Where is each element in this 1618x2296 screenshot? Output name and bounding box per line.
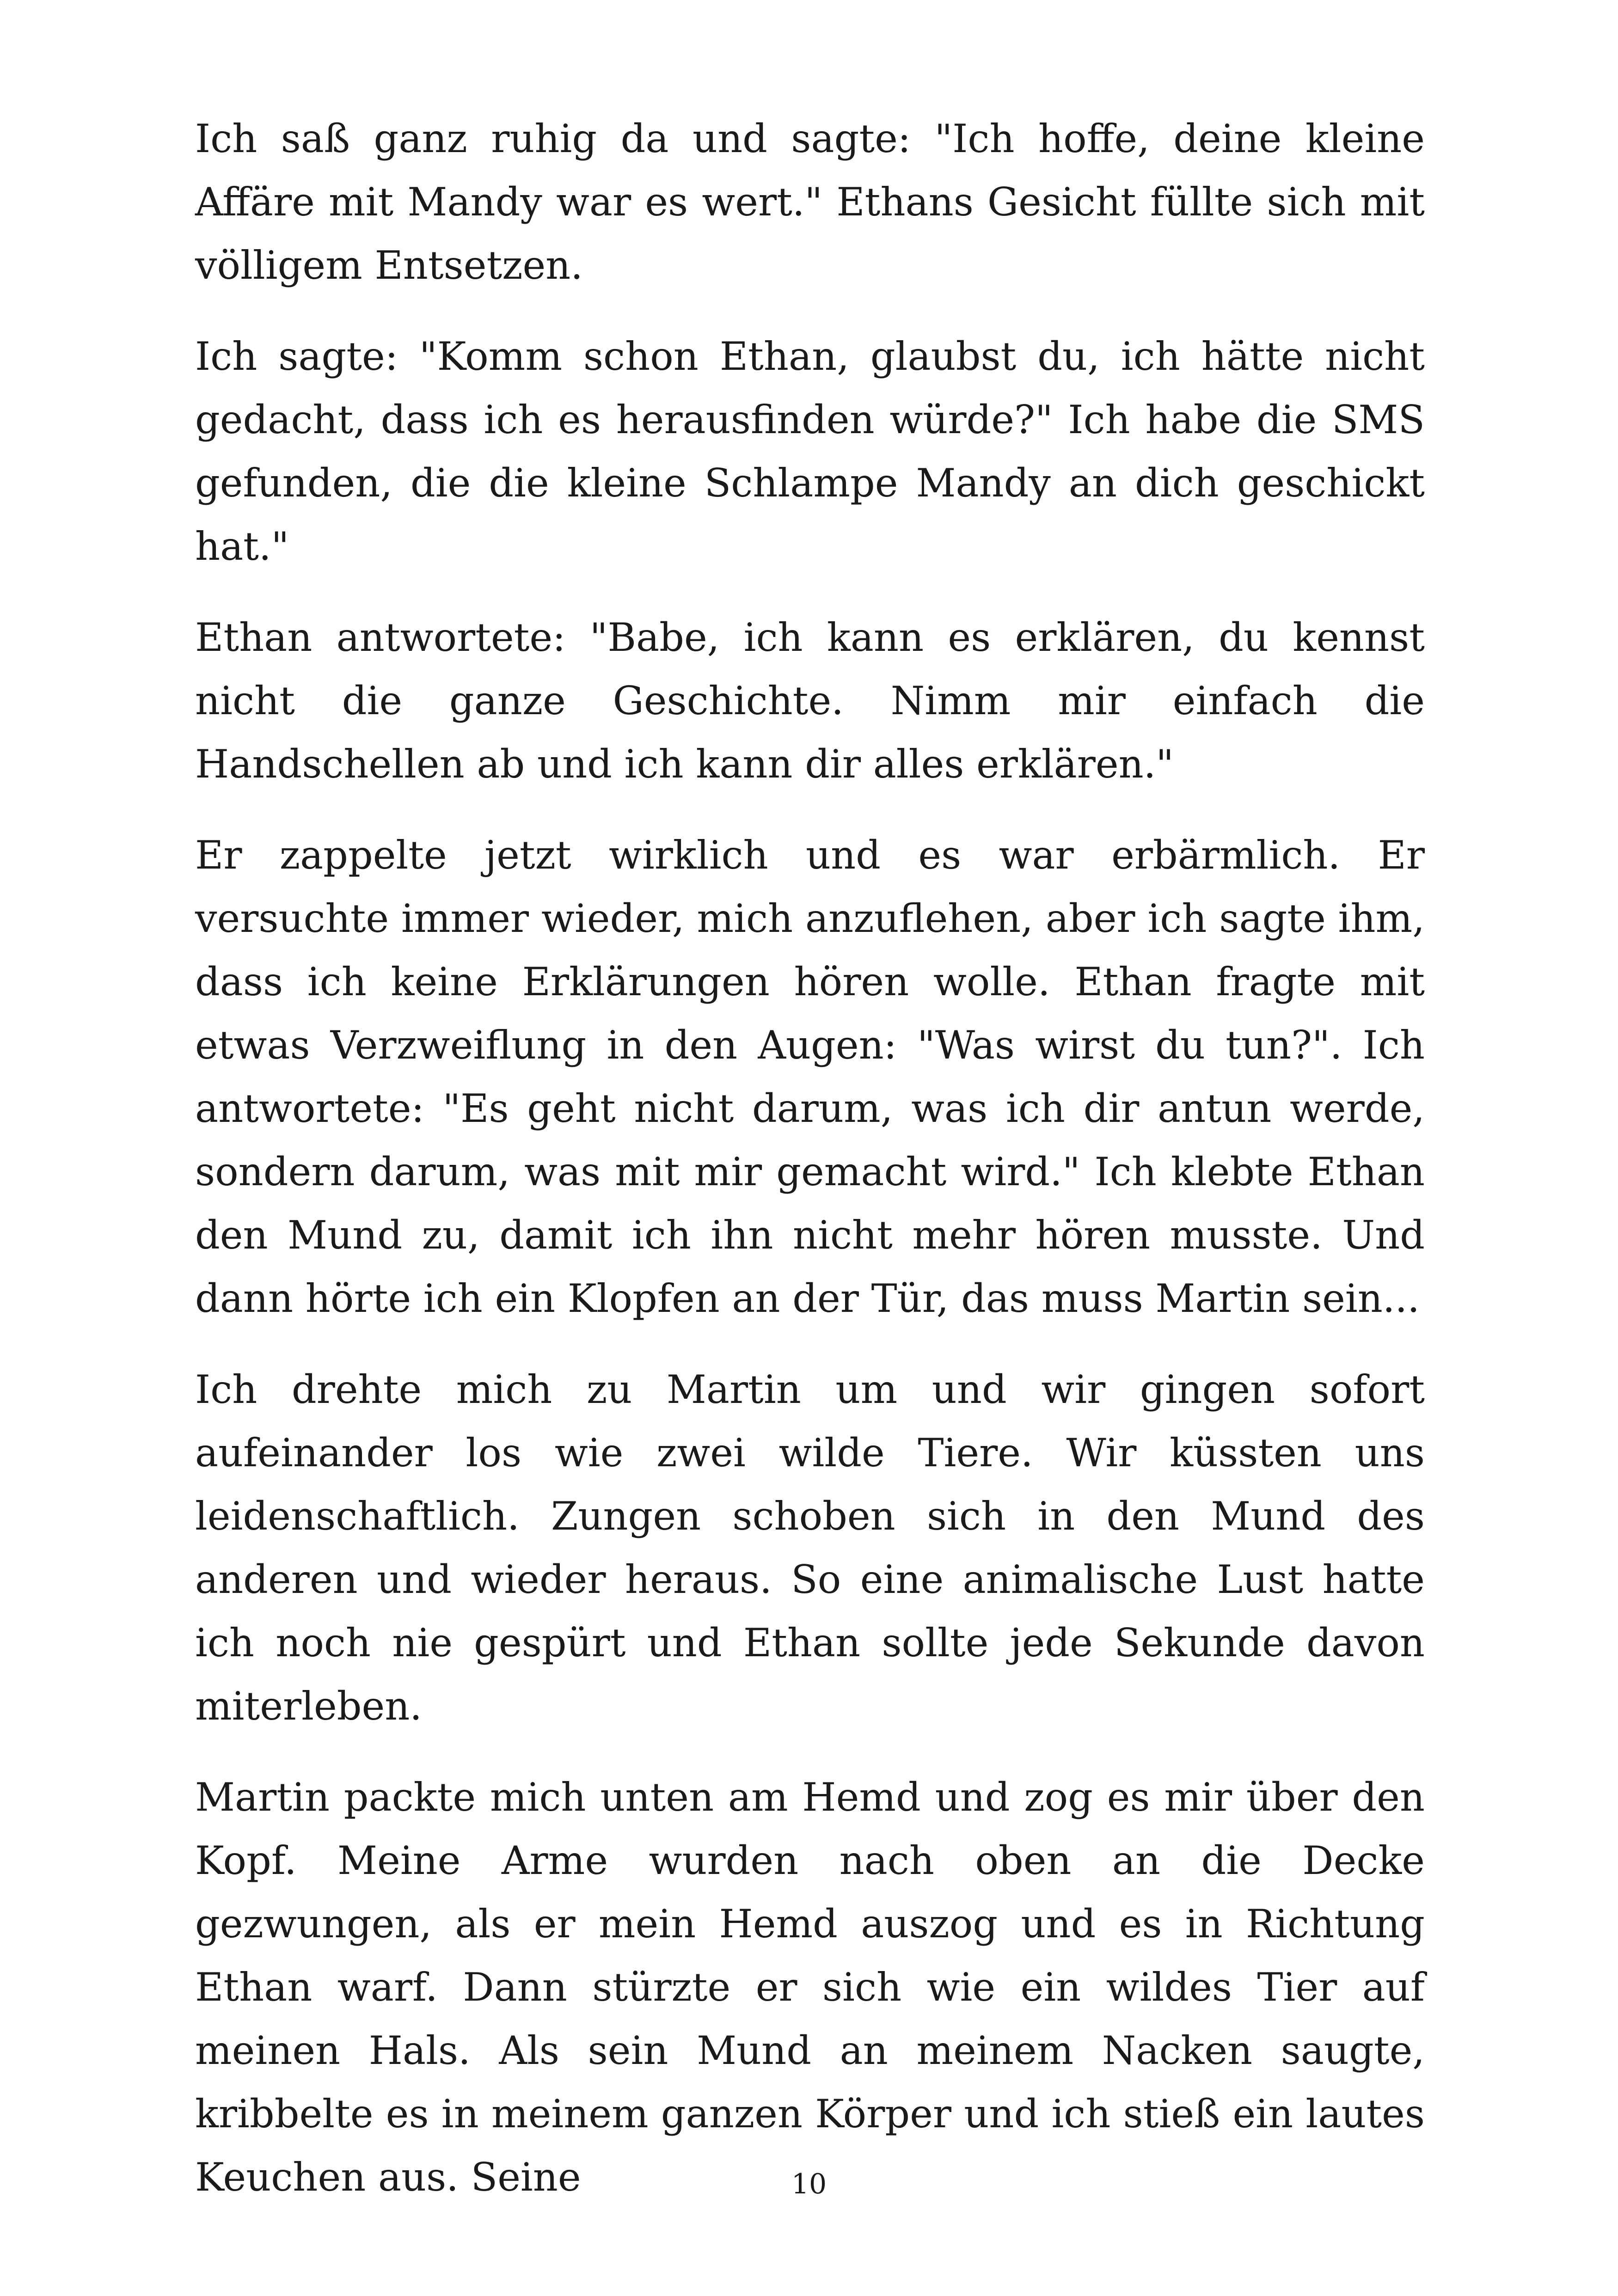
paragraph-5: Ich drehte mich zu Martin um und wir gingen sofort aufeinander los wie zwei wilde Tiere. Wir küssten uns leidenschaftlich. Zungen schoben sich in den Mund des anderen und wieder heraus. So eine animalische Lust hatte ich noch nie gespürt und Ethan sollte jede Sekunde davon miterleben.	[195, 1367, 1425, 1729]
body-text	[195, 107, 1425, 2237]
paragraph-6: Martin packte mich unten am Hemd und zog es mir über den Kopf. Meine Arme wurden nach oben an die Decke gezwungen, als er mein Hemd auszog und es in Richtung Ethan warf. Dann stürzte er sich wie ein wildes Tier auf meinen Hals. Als sein Mund an meinem Nacken saugte, kribbelte es in meinem ganzen Körper und ich stieß ein lautes Keuchen aus. Seine	[195, 1775, 1425, 2200]
paragraph-3: Ethan antwortete: "Babe, ich kann es erklären, du kennst nicht die ganze Geschichte. Nimm mir einfach die Handschellen ab und ich kann dir alles erklären."	[195, 615, 1425, 787]
page-number: 10	[791, 2168, 827, 2200]
paragraph-1: Ich saß ganz ruhig da und sagte: "Ich hoffe, deine kleine Affäre mit Mandy war es wert." Ethans Gesicht füllte sich mit völligem Entsetzen.	[195, 116, 1425, 288]
paragraph-4: Er zappelte jetzt wirklich und es war erbärmlich. Er versuchte immer wieder, mich anzuflehen, aber ich sagte ihm, dass ich keine Erklärungen hören wolle. Ethan fragte mit etwas Verzweiflung in den Augen: "Was wirst du tun?". Ich antwortete: "Es geht nicht darum, was ich dir antun werde, sondern darum, was mit mir gemacht wird." Ich klebte Ethan den Mund zu, damit ich ihn nicht mehr hören musste. Und dann hörte ich ein Klopfen an der Tür, das muss Martin sein...	[195, 833, 1425, 1321]
paragraph-2: Ich sagte: "Komm schon Ethan, glaubst du, ich hätte nicht gedacht, dass ich es herausfinden würde?" Ich habe die SMS gefunden, die die kleine Schlampe Mandy an dich geschickt hat."	[195, 334, 1425, 569]
